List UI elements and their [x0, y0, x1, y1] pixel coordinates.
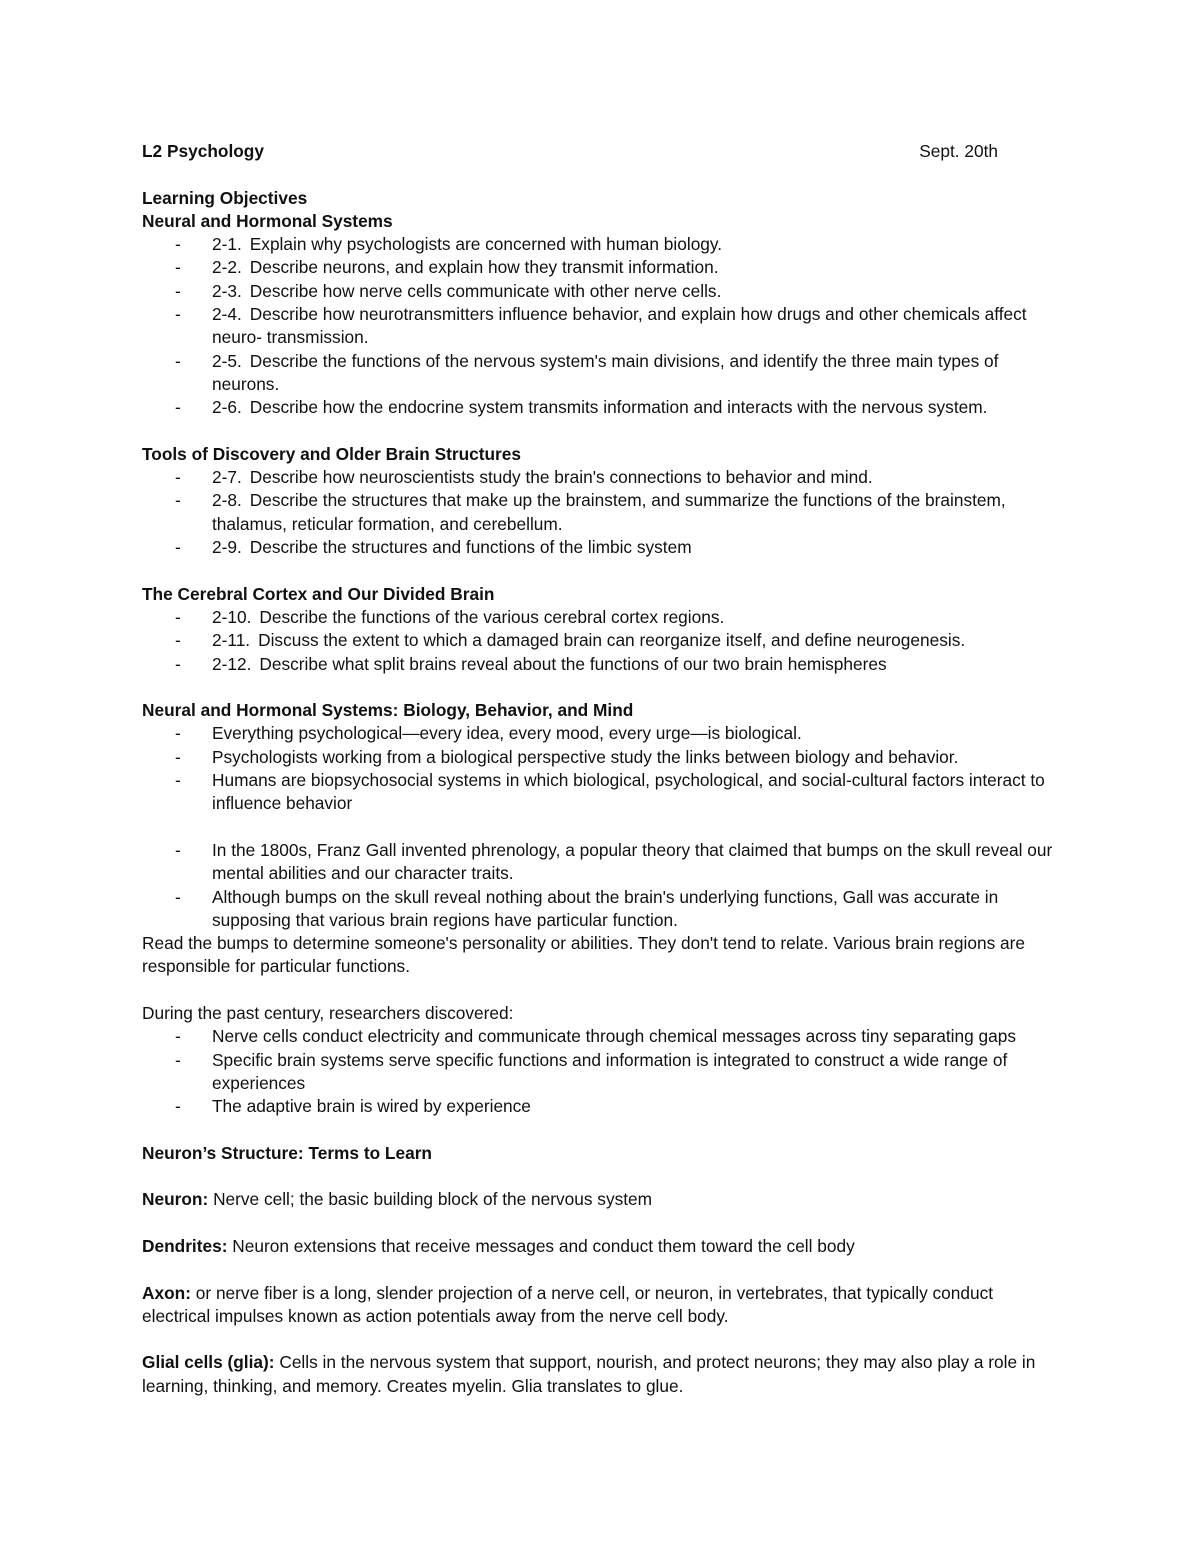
list-item: - 2-12. Describe what split brains reveal about the functions of our two brain hemispheres — [175, 653, 887, 674]
notes-list — [142, 839, 1062, 932]
section-title: Neuron’s Structure: Terms to Learn — [142, 1142, 432, 1163]
doc-title: L2 Psychology — [142, 141, 264, 161]
list-item: - 2-10. Describe the functions of the various cerebral cortex regions. — [175, 606, 725, 627]
list-item: - Humans are biopsychosocial systems in which biological, psychological, and social-cultural factors interact to influence behavior — [175, 770, 1045, 814]
objective-list — [142, 233, 1062, 419]
list-item: - Nerve cells conduct electricity and communicate through chemical messages across tiny separating gaps — [175, 1026, 1016, 1047]
term-definition: Axon: or nerve fiber is a long, slender projection of a nerve cell, or neuron, in vertebrates, that typically conduct electrical impulses known as action potentials away from the nerve cell body. — [142, 1282, 994, 1326]
document-body — [142, 140, 1062, 1398]
list-item: - 2-11. Discuss the extent to which a damaged brain can reorganize itself, and define neurogenesis. — [175, 630, 966, 651]
term-definition: Glial cells (glia): Cells in the nervous system that support, nourish, and protect neurons; they may also play a role in learning, thinking, and memory. Creates myelin. Glia translates to glue. — [142, 1352, 1036, 1396]
list-item: - 2-1. Explain why psychologists are concerned with human biology. — [175, 234, 723, 255]
list-item: - 2-6. Describe how the endocrine system transmits information and interacts with the nervous system. — [175, 397, 988, 418]
section-title: The Cerebral Cortex and Our Divided Brain — [142, 583, 495, 604]
notes-list — [142, 722, 1062, 815]
objective-list — [142, 606, 1062, 676]
section-title: Tools of Discovery and Older Brain Structures — [142, 443, 521, 464]
term-definition: Dendrites: Neuron extensions that receive messages and conduct them toward the cell body — [142, 1235, 855, 1256]
objectives-heading: Learning Objectives — [142, 187, 308, 208]
list-item: - In the 1800s, Franz Gall invented phrenology, a popular theory that claimed that bumps on the skull reveal our mental abilities and our character traits. — [175, 839, 1053, 884]
doc-date: Sept. 20th — [919, 141, 998, 161]
list-item: - 2-3. Describe how nerve cells communicate with other nerve cells. — [175, 280, 722, 301]
doc-header — [142, 140, 1062, 163]
notes-intro: During the past century, researchers discovered: — [142, 1002, 514, 1023]
term-definition: Neuron: Nerve cell; the basic building block of the nervous system — [142, 1189, 653, 1210]
section-title: Neural and Hormonal Systems — [142, 210, 393, 231]
list-item: - 2-5. Describe the functions of the nervous system's main divisions, and identify the three main types of neurons. — [175, 350, 999, 394]
list-item: - 2-9. Describe the structures and functions of the limbic system — [175, 537, 692, 558]
list-item: - 2-8. Describe the structures that make up the brainstem, and summarize the functions of the brainstem, thalamus, reticular formation, and cerebellum. — [175, 490, 1006, 534]
list-item: - 2-7. Describe how neuroscientists study the brain's connections to behavior and mind. — [175, 467, 873, 488]
list-item: - 2-2. Describe neurons, and explain how they transmit information. — [175, 257, 719, 278]
notes-paragraph: Read the bumps to determine someone's personality or abilities. They don't tend to relate. Various brain regions are responsible for particular functions. — [142, 933, 1025, 977]
list-item: - Everything psychological—every idea, every mood, every urge—is biological. — [175, 723, 802, 744]
list-item: - Psychologists working from a biological perspective study the links between biology and behavior. — [175, 746, 959, 767]
notes-list — [142, 1025, 1062, 1118]
list-item: - Specific brain systems serve specific functions and information is integrated to construct a wide range of experiences — [175, 1049, 1008, 1093]
list-item: - 2-4. Describe how neurotransmitters influence behavior, and explain how drugs and other chemicals affect neuro- transmission. — [175, 304, 1027, 348]
section-title: Neural and Hormonal Systems: Biology, Behavior, and Mind — [142, 700, 634, 721]
list-item: - The adaptive brain is wired by experience — [175, 1096, 531, 1117]
list-item: - Although bumps on the skull reveal nothing about the brain's underlying functions, Gall was accurate in supposing that various brain regions have particular function. — [175, 886, 999, 930]
objective-list — [142, 466, 1062, 559]
